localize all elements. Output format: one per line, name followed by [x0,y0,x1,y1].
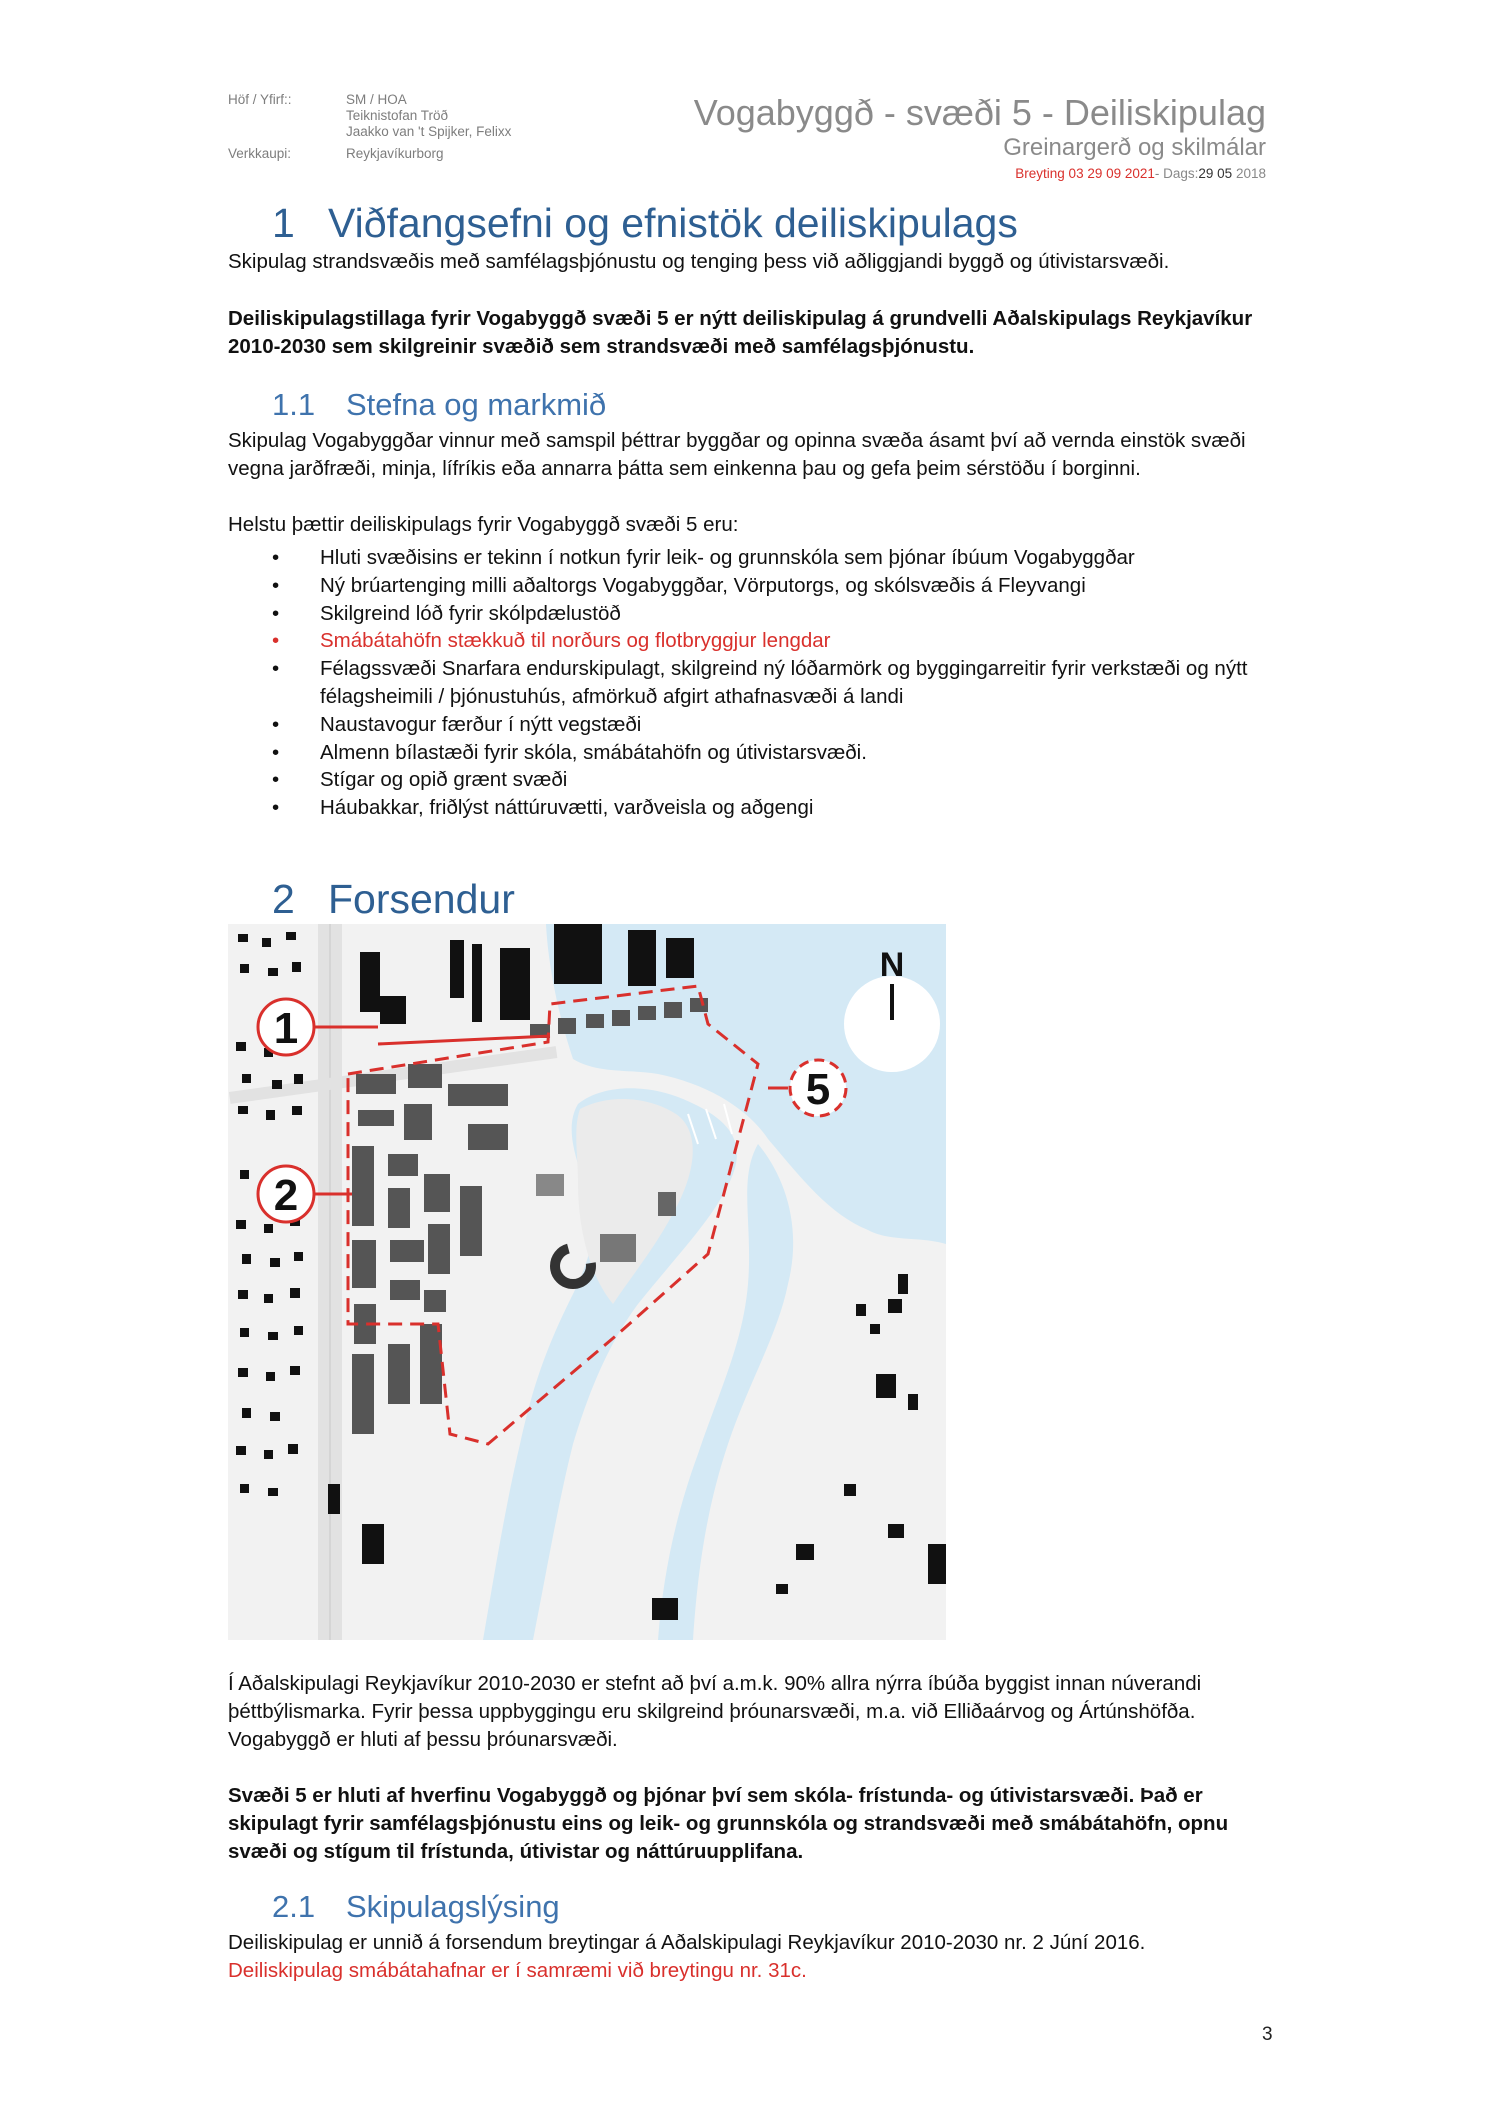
date-prefix: - Dags: [1154,166,1199,181]
author-line-2: Jaakko van 't Spijker, Felixx [346,124,512,139]
site-map [228,924,946,1640]
map-workshop-building [658,1192,676,1216]
map-north-label: N [879,946,905,984]
section-1-number: 1 [272,200,295,246]
section-2-1-title: Skipulagslýsing [346,1889,560,1924]
section-1-heading [272,200,1018,247]
section-2-1-text: Deiliskipulag er unnið á forsendum breytingar á Aðalskipulagi Reykjavíkur 2010-2030 nr. 2 Júní 2016. [228,1931,1146,1954]
page-number: 3 [1262,2024,1273,2045]
list-item: • Háubakkar, friðlýst náttúruvætti, varðveisla og aðgengi [228,794,1288,822]
section-1-1-list-intro: Helstu þættir deiliskipulags fyrir Vogabyggð svæði 5 eru: [228,513,739,536]
list-item: • Ný brúartenging milli aðaltorgs Vogabyggðar, Vörputorgs, og skólsvæðis á Fleyvangi [228,572,1288,600]
section-2-number: 2 [272,876,295,922]
section-2-text: Í Aðalskipulagi Reykjavíkur 2010-2030 er stefnt að því a.m.k. 90% allra nýrra íbúða byggist innan núverandi þéttbýlismarka. Fyrir þessa uppbyggingu eru skilgreind þróunarsvæði, m.a. við Elliðaárvog og Ártúnshöfða. Vogabyggð er hluti af þessu þróunarsvæði. [228,1672,1202,1751]
document-subtitle: Greinargerð og skilmálar [1003,134,1266,161]
list-item: • Stígar og opið grænt svæði [228,766,1288,794]
revision-text: Breyting 03 29 09 2021 [1015,166,1155,181]
list-item: • Naustavogur færður í nýtt vegstæði [228,711,1288,739]
section-2-title: Forsendur [328,876,515,922]
map-label-1-text: 1 [273,1004,299,1053]
author-value: SM / HOA [346,92,407,107]
site-map-graphic [228,924,946,1640]
client-value: Reykjavíkurborg [346,146,444,161]
section-1-1-heading [272,387,606,423]
section-2-1-number: 2.1 [272,1889,316,1924]
list-item: • Hluti svæðisins er tekinn í notkun fyrir leik- og grunnskóla sem þjónar íbúum Vogabyggðar [228,544,1288,572]
feature-list [228,544,1288,822]
document-title: Vogabyggð - svæði 5 - Deiliskipulag [693,92,1266,133]
map-club-building [536,1174,564,1196]
section-1-title: Viðfangsefni og efnistök deiliskipulags [328,200,1018,246]
section-1-intro: Skipulag strandsvæðis með samfélagsþjónustu og tenging þess við aðliggjandi byggð og útivistarsvæði. [228,250,1170,273]
section-1-1-title: Stefna og markmið [346,387,607,422]
section-2-1-text-red: Deiliskipulag smábátahafnar er í samræmi við breytingu nr. 31c. [228,1959,807,1982]
revision-line [1015,166,1266,181]
client-label: Verkkaupi: [228,146,292,161]
list-item: • Félagssvæði Snarfara endurskipulagt, skilgreind ný lóðarmörk og byggingarreitir fyrir verkstæði og nýtt félagsheimili / þjónustuhús, afmörkuð afgirt athafnasvæði á landi [228,655,1288,711]
author-label: Höf / Yfirf:: [228,92,292,107]
section-2-bold: Svæði 5 er hluti af hverfinu Vogabyggð og þjónar því sem skóla- frístunda- og útivistarsvæði. Það er skipulagt fyrir samfélagsþjónustu eins og leik- og grunnskóla og strandsvæði með smábátahöfn, opnu svæði og stígum til frístunda, útivistar og náttúruupplifana. [228,1784,1229,1863]
list-item: • Skilgreind lóð fyrir skólpdælustöð [228,600,1288,628]
list-item-highlighted: • Smábátahöfn stækkuð til norðurs og flotbryggjur lengdar [228,627,1288,655]
section-2-1-heading [272,1889,560,1925]
section-1-1-text: Skipulag Vogabyggðar vinnur með samspil þéttrar byggðar og opinna svæða ásamt því að vernda einstök svæði vegna jarðfræði, minja, lífríkis eða annarra þátta sem einkenna þau og gefa þeim sérstöðu í borginni. [228,429,1246,480]
map-school-building [600,1234,636,1262]
date-year: 2018 [1232,166,1266,181]
date-value: 29 05 [1198,166,1233,181]
section-2-heading [272,876,515,923]
section-1-bold: Deiliskipulagstillaga fyrir Vogabyggð svæði 5 er nýtt deiliskipulag á grundvelli Aðalskipulags Reykjavíkur 2010-2030 sem skilgreinir svæðið sem strandsvæði með samfélagsþjónustu. [228,307,1253,358]
map-label-5-text: 5 [805,1065,831,1114]
section-1-1-number: 1.1 [272,387,316,422]
map-label-2-text: 2 [273,1171,299,1220]
author-line-1: Teiknistofan Tröð [346,108,449,123]
list-item: • Almenn bílastæði fyrir skóla, smábátahöfn og útivistarsvæði. [228,739,1288,767]
